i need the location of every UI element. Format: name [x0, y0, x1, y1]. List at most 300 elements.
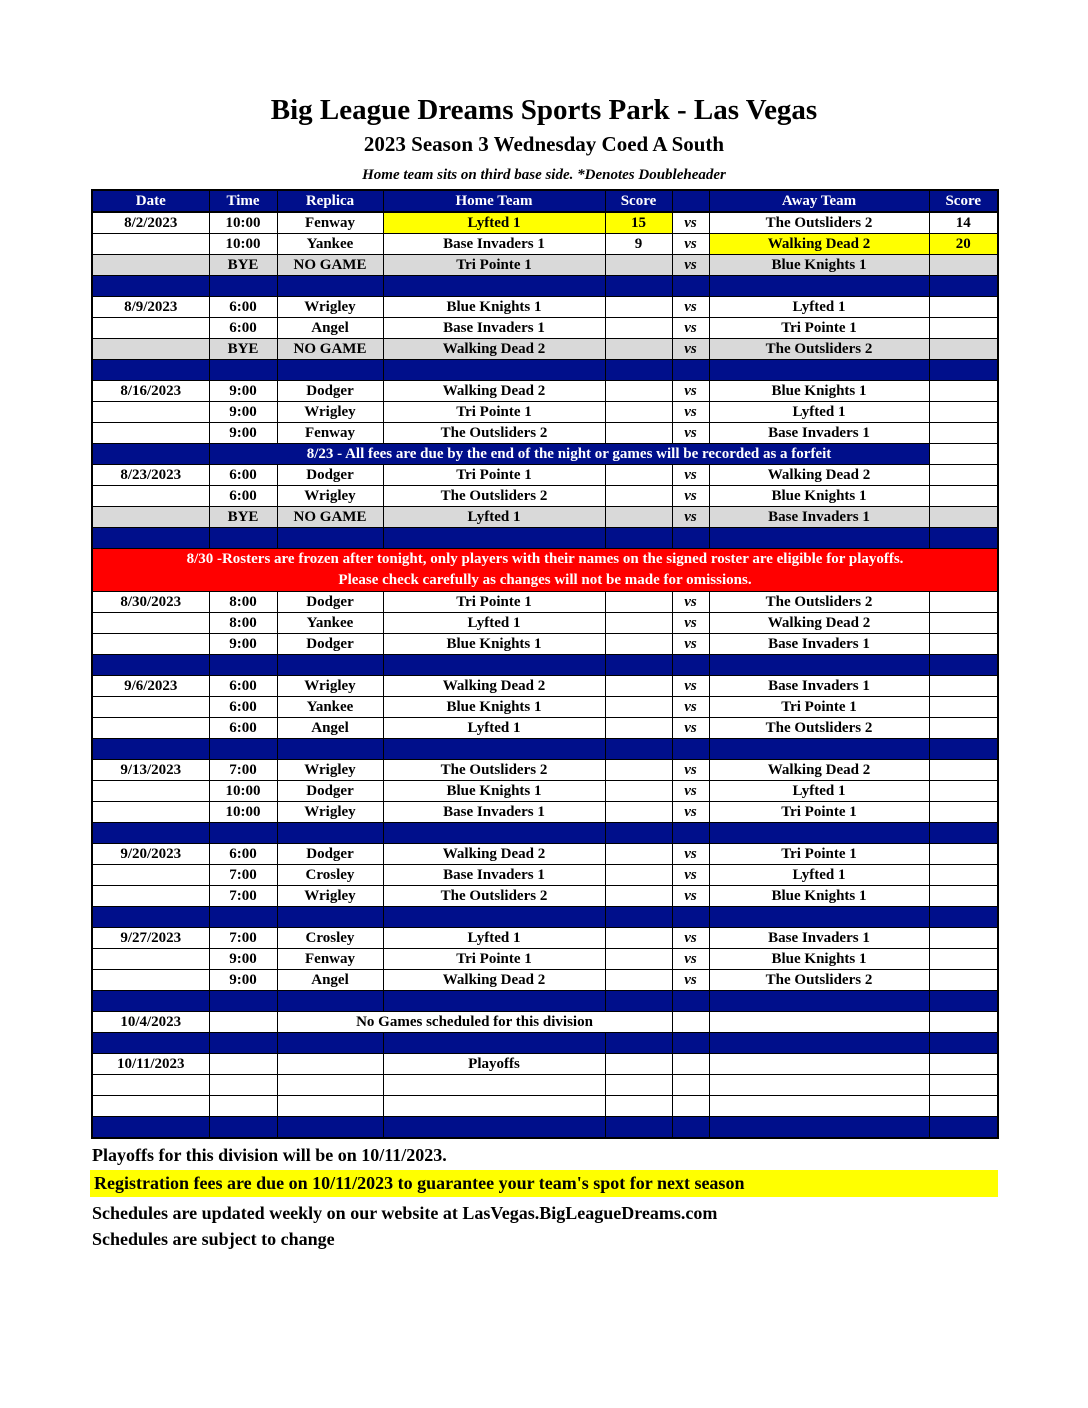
separator-cell — [277, 823, 383, 844]
away-team-cell: Walking Dead 2 — [709, 760, 929, 781]
vs-cell: vs — [672, 676, 709, 697]
home-score-cell — [605, 592, 672, 613]
separator-cell — [929, 991, 998, 1012]
vs-cell: vs — [672, 423, 709, 444]
separator-cell — [92, 360, 209, 381]
separator-cell — [929, 823, 998, 844]
date-cell: 9/6/2023 — [92, 676, 209, 697]
vs-cell: vs — [672, 781, 709, 802]
header-note: Home team sits on third base side. *Denotes Doubleheader — [362, 167, 726, 183]
separator-cell — [92, 1117, 209, 1139]
home-team-cell — [383, 1075, 605, 1096]
separator-cell — [709, 1117, 929, 1139]
away-team-cell: Lyfted 1 — [709, 865, 929, 886]
date-cell — [92, 402, 209, 423]
separator-cell — [209, 1117, 277, 1139]
away-team-cell: Tri Pointe 1 — [709, 844, 929, 865]
home-team-cell: Lyfted 1 — [383, 718, 605, 739]
home-team-cell: Tri Pointe 1 — [383, 465, 605, 486]
home-score-cell — [605, 1054, 672, 1075]
separator-cell — [209, 276, 277, 297]
vs-cell: vs — [672, 886, 709, 907]
separator-cell — [92, 991, 209, 1012]
vs-cell: vs — [672, 970, 709, 991]
date-cell — [92, 802, 209, 823]
separator-cell — [672, 991, 709, 1012]
separator-cell — [672, 528, 709, 549]
separator-cell — [605, 739, 672, 760]
date-cell — [92, 234, 209, 255]
separator-cell — [929, 907, 998, 928]
replica-cell: NO GAME — [277, 339, 383, 360]
home-score-cell — [605, 486, 672, 507]
time-cell: 7:00 — [209, 760, 277, 781]
col-header-away-score: Score — [929, 190, 998, 212]
separator-cell — [209, 907, 277, 928]
time-cell: 6:00 — [209, 697, 277, 718]
replica-cell — [277, 1096, 383, 1117]
roster-banner-line: 8/30 -Rosters are frozen after tonight, only players with their names on the signed roster are eligible for playoffs. — [186, 551, 904, 567]
row-header — [92, 190, 998, 212]
away-team-cell: The Outsliders 2 — [709, 592, 929, 613]
row-game — [92, 381, 998, 402]
row-game — [92, 234, 998, 255]
away-score-cell: 20 — [929, 234, 998, 255]
away-team-cell: Base Invaders 1 — [709, 928, 929, 949]
separator-cell — [92, 528, 209, 549]
replica-cell: Fenway — [277, 423, 383, 444]
away-score-cell — [929, 507, 998, 528]
away-team-cell: Blue Knights 1 — [709, 381, 929, 402]
home-team-cell: Blue Knights 1 — [383, 697, 605, 718]
separator-cell — [92, 739, 209, 760]
row-game — [92, 634, 998, 655]
separator-cell — [672, 276, 709, 297]
away-team-cell: Base Invaders 1 — [709, 423, 929, 444]
row-game — [92, 718, 998, 739]
date-cell: 8/2/2023 — [92, 212, 209, 234]
away-score-cell — [929, 1054, 998, 1075]
away-team-cell: Blue Knights 1 — [709, 486, 929, 507]
row-game — [92, 676, 998, 697]
home-team-cell: Walking Dead 2 — [383, 676, 605, 697]
row-game — [92, 423, 998, 444]
separator-cell — [209, 823, 277, 844]
row-game — [92, 297, 998, 318]
replica-cell: Yankee — [277, 234, 383, 255]
replica-cell: Crosley — [277, 865, 383, 886]
vs-cell: vs — [672, 928, 709, 949]
date-cell — [92, 970, 209, 991]
page-title: Big League Dreams Sports Park - Las Vegas — [270, 94, 818, 126]
away-score-cell — [929, 592, 998, 613]
roster-banner-line: Please check carefully as changes will not be made for omissions. — [338, 572, 752, 588]
replica-cell: Wrigley — [277, 760, 383, 781]
vs-cell: vs — [672, 592, 709, 613]
date-cell — [92, 949, 209, 970]
home-team-cell: Walking Dead 2 — [383, 339, 605, 360]
separator-cell — [605, 276, 672, 297]
home-team-cell: Walking Dead 2 — [383, 970, 605, 991]
replica-cell: Wrigley — [277, 486, 383, 507]
document-footer — [92, 1144, 998, 1251]
row-game — [92, 886, 998, 907]
replica-cell: Angel — [277, 970, 383, 991]
replica-cell: Angel — [277, 318, 383, 339]
vs-cell: vs — [672, 465, 709, 486]
away-score-cell — [929, 402, 998, 423]
date-cell — [92, 1096, 209, 1117]
row-empty — [92, 1075, 998, 1096]
separator-cell — [929, 739, 998, 760]
date-cell: 10/11/2023 — [92, 1054, 209, 1075]
vs-cell: vs — [672, 234, 709, 255]
home-team-cell: Lyfted 1 — [383, 507, 605, 528]
separator-cell — [277, 739, 383, 760]
home-score-cell — [605, 928, 672, 949]
vs-cell: vs — [672, 697, 709, 718]
time-cell — [209, 1054, 277, 1075]
away-score-cell — [929, 255, 998, 276]
separator-cell — [277, 360, 383, 381]
home-score-cell — [605, 318, 672, 339]
separator-cell — [383, 1033, 605, 1054]
separator-cell — [672, 907, 709, 928]
home-score-cell — [605, 1096, 672, 1117]
col-header-replica: Replica — [277, 190, 383, 212]
roster-banner-cell — [92, 549, 998, 592]
row-game — [92, 255, 998, 276]
vs-cell: vs — [672, 634, 709, 655]
away-team-cell: Base Invaders 1 — [709, 634, 929, 655]
vs-cell: vs — [672, 255, 709, 276]
away-team-cell: Lyfted 1 — [709, 781, 929, 802]
row-game — [92, 760, 998, 781]
separator-cell — [672, 1033, 709, 1054]
away-score-cell — [929, 781, 998, 802]
home-score-cell: 9 — [605, 234, 672, 255]
col-header-home-team: Home Team — [383, 190, 605, 212]
separator-cell — [605, 1033, 672, 1054]
separator-cell — [709, 991, 929, 1012]
date-cell: 8/9/2023 — [92, 297, 209, 318]
date-cell — [92, 507, 209, 528]
time-cell: 10:00 — [209, 212, 277, 234]
vs-cell: vs — [672, 949, 709, 970]
row-separator — [92, 739, 998, 760]
away-score-cell — [929, 318, 998, 339]
separator-cell — [929, 276, 998, 297]
home-score-cell — [605, 844, 672, 865]
separator-cell — [383, 655, 605, 676]
date-cell: 8/16/2023 — [92, 381, 209, 402]
away-team-cell: The Outsliders 2 — [709, 970, 929, 991]
date-cell — [92, 718, 209, 739]
row-game — [92, 970, 998, 991]
home-team-cell: Tri Pointe 1 — [383, 255, 605, 276]
no-games-cell: No Games scheduled for this division — [277, 1012, 672, 1033]
row-game — [92, 865, 998, 886]
row-separator — [92, 907, 998, 928]
home-score-cell — [605, 697, 672, 718]
row-span_row — [92, 1012, 998, 1033]
away-team-cell: Walking Dead 2 — [709, 465, 929, 486]
separator-cell — [209, 1033, 277, 1054]
separator-cell — [92, 907, 209, 928]
separator-cell — [709, 276, 929, 297]
row-game — [92, 613, 998, 634]
replica-cell: Crosley — [277, 928, 383, 949]
replica-cell: Dodger — [277, 465, 383, 486]
away-score-cell — [929, 339, 998, 360]
date-cell — [92, 1075, 209, 1096]
home-team-cell: Blue Knights 1 — [383, 634, 605, 655]
separator-cell — [672, 360, 709, 381]
replica-cell: Dodger — [277, 844, 383, 865]
away-score-cell — [929, 486, 998, 507]
separator-cell — [672, 739, 709, 760]
time-cell: 9:00 — [209, 381, 277, 402]
away-score-cell — [929, 423, 998, 444]
away-team-cell — [709, 1096, 929, 1117]
footer-registration-note: Registration fees are due on 10/11/2023 to guarantee your team's spot for next season — [90, 1170, 998, 1197]
replica-cell: NO GAME — [277, 255, 383, 276]
replica-cell: Wrigley — [277, 676, 383, 697]
date-cell — [92, 486, 209, 507]
away-team-cell — [709, 1054, 929, 1075]
home-team-cell: Walking Dead 2 — [383, 381, 605, 402]
away-team-cell: The Outsliders 2 — [709, 212, 929, 234]
row-separator — [92, 1117, 998, 1139]
replica-cell — [277, 1054, 383, 1075]
away-score-cell — [929, 886, 998, 907]
vs-cell: vs — [672, 297, 709, 318]
row-game — [92, 802, 998, 823]
home-team-cell: Tri Pointe 1 — [383, 402, 605, 423]
replica-cell: Wrigley — [277, 802, 383, 823]
date-cell — [92, 781, 209, 802]
home-score-cell — [605, 886, 672, 907]
home-team-cell: The Outsliders 2 — [383, 423, 605, 444]
replica-cell: NO GAME — [277, 507, 383, 528]
time-cell: 6:00 — [209, 718, 277, 739]
away-team-cell — [709, 1075, 929, 1096]
replica-cell — [277, 1075, 383, 1096]
separator-cell — [92, 1033, 209, 1054]
replica-cell: Fenway — [277, 949, 383, 970]
separator-cell — [209, 528, 277, 549]
home-team-cell: Lyfted 1 — [383, 928, 605, 949]
time-cell: 9:00 — [209, 423, 277, 444]
home-team-cell: The Outsliders 2 — [383, 760, 605, 781]
separator-cell — [709, 907, 929, 928]
home-score-cell — [605, 381, 672, 402]
away-score-cell — [929, 1096, 998, 1117]
separator-cell — [605, 360, 672, 381]
home-score-cell — [605, 949, 672, 970]
vs-cell: vs — [672, 718, 709, 739]
separator-cell — [672, 1117, 709, 1139]
row-game — [92, 928, 998, 949]
replica-cell: Dodger — [277, 592, 383, 613]
time-cell: 8:00 — [209, 613, 277, 634]
col-header-time: Time — [209, 190, 277, 212]
away-score-cell — [929, 634, 998, 655]
away-team-cell: Tri Pointe 1 — [709, 697, 929, 718]
time-cell: 6:00 — [209, 844, 277, 865]
time-cell: BYE — [209, 255, 277, 276]
home-score-cell — [605, 297, 672, 318]
footer-change-note: Schedules are subject to change — [92, 1229, 335, 1249]
away-score-cell — [929, 1012, 998, 1033]
replica-cell: Fenway — [277, 212, 383, 234]
vs-cell: vs — [672, 212, 709, 234]
date-cell — [92, 865, 209, 886]
row-game — [92, 486, 998, 507]
separator-cell — [277, 655, 383, 676]
separator-cell — [383, 276, 605, 297]
home-team-cell: Lyfted 1 — [383, 613, 605, 634]
vs-cell — [672, 1075, 709, 1096]
away-score-cell — [929, 613, 998, 634]
home-team-cell: Base Invaders 1 — [383, 802, 605, 823]
date-cell — [92, 634, 209, 655]
separator-cell — [277, 907, 383, 928]
away-score-cell — [929, 949, 998, 970]
away-score-cell — [929, 1075, 998, 1096]
away-team-cell: Tri Pointe 1 — [709, 318, 929, 339]
date-cell — [92, 697, 209, 718]
time-cell: 6:00 — [209, 297, 277, 318]
time-cell: 7:00 — [209, 865, 277, 886]
row-game — [92, 949, 998, 970]
separator-cell — [92, 823, 209, 844]
home-score-cell — [605, 781, 672, 802]
row-banner — [92, 549, 998, 592]
time-cell: 9:00 — [209, 949, 277, 970]
away-score-cell — [929, 970, 998, 991]
away-team-cell: The Outsliders 2 — [709, 718, 929, 739]
away-team-cell: Tri Pointe 1 — [709, 802, 929, 823]
time-cell: 9:00 — [209, 634, 277, 655]
away-team-cell: Walking Dead 2 — [709, 613, 929, 634]
time-cell: 10:00 — [209, 234, 277, 255]
separator-cell — [383, 1117, 605, 1139]
home-score-cell — [605, 507, 672, 528]
separator-cell — [605, 1117, 672, 1139]
home-score-cell — [605, 634, 672, 655]
time-cell: 6:00 — [209, 465, 277, 486]
row-game — [92, 844, 998, 865]
separator-cell — [709, 823, 929, 844]
replica-cell: Wrigley — [277, 297, 383, 318]
home-team-cell: The Outsliders 2 — [383, 486, 605, 507]
away-score-cell — [929, 676, 998, 697]
row-separator — [92, 276, 998, 297]
away-team-cell: Blue Knights 1 — [709, 949, 929, 970]
replica-cell: Dodger — [277, 381, 383, 402]
footer-website-note: Schedules are updated weekly on our website at LasVegas.BigLeagueDreams.com — [92, 1203, 718, 1223]
vs-cell: vs — [672, 318, 709, 339]
vs-cell: vs — [672, 760, 709, 781]
row-game — [92, 212, 998, 234]
away-team-cell: Blue Knights 1 — [709, 255, 929, 276]
away-score-cell — [929, 718, 998, 739]
vs-cell: vs — [672, 802, 709, 823]
separator-cell — [209, 360, 277, 381]
footer-playoffs-note: Playoffs for this division will be on 10/11/2023. — [92, 1145, 447, 1165]
away-team-cell: The Outsliders 2 — [709, 339, 929, 360]
date-cell: 8/30/2023 — [92, 592, 209, 613]
row-game — [92, 465, 998, 486]
separator-cell — [709, 655, 929, 676]
home-team-cell: Base Invaders 1 — [383, 234, 605, 255]
row-game — [92, 507, 998, 528]
away-team-cell: Walking Dead 2 — [709, 234, 929, 255]
home-team-cell: Blue Knights 1 — [383, 781, 605, 802]
home-team-cell: Tri Pointe 1 — [383, 949, 605, 970]
vs-cell: vs — [672, 381, 709, 402]
col-header-date: Date — [92, 190, 209, 212]
col-header-away-team: Away Team — [709, 190, 929, 212]
home-score-cell — [605, 339, 672, 360]
separator-cell — [92, 655, 209, 676]
away-score-cell — [929, 444, 998, 465]
away-score-cell — [929, 928, 998, 949]
vs-cell: vs — [672, 844, 709, 865]
time-cell — [209, 1012, 277, 1033]
date-cell — [92, 255, 209, 276]
date-cell — [92, 886, 209, 907]
separator-cell — [383, 528, 605, 549]
vs-cell — [672, 1012, 709, 1033]
separator-cell — [383, 739, 605, 760]
separator-cell — [277, 528, 383, 549]
time-cell: 7:00 — [209, 928, 277, 949]
separator-cell — [605, 528, 672, 549]
separator-cell — [277, 1117, 383, 1139]
col-header-vs — [672, 190, 709, 212]
replica-cell: Yankee — [277, 613, 383, 634]
date-cell: 9/13/2023 — [92, 760, 209, 781]
vs-cell: vs — [672, 865, 709, 886]
separator-cell — [383, 907, 605, 928]
separator-cell — [92, 276, 209, 297]
date-cell: 9/20/2023 — [92, 844, 209, 865]
date-cell: 9/27/2023 — [92, 928, 209, 949]
date-cell — [92, 423, 209, 444]
row-game — [92, 781, 998, 802]
row-game — [92, 402, 998, 423]
separator-cell — [929, 1033, 998, 1054]
separator-cell — [277, 276, 383, 297]
replica-cell: Wrigley — [277, 886, 383, 907]
vs-cell: vs — [672, 507, 709, 528]
separator-cell — [929, 655, 998, 676]
time-cell: 9:00 — [209, 970, 277, 991]
away-team-cell — [709, 1012, 929, 1033]
time-cell: 6:00 — [209, 318, 277, 339]
separator-cell — [709, 1033, 929, 1054]
separator-cell — [709, 739, 929, 760]
home-score-cell — [605, 760, 672, 781]
fees-note-cell: 8/23 - All fees are due by the end of the night or games will be recorded as a forfeit — [209, 444, 929, 465]
separator-cell — [672, 823, 709, 844]
vs-cell: vs — [672, 402, 709, 423]
time-cell: BYE — [209, 339, 277, 360]
home-team-cell: Base Invaders 1 — [383, 318, 605, 339]
away-score-cell — [929, 465, 998, 486]
